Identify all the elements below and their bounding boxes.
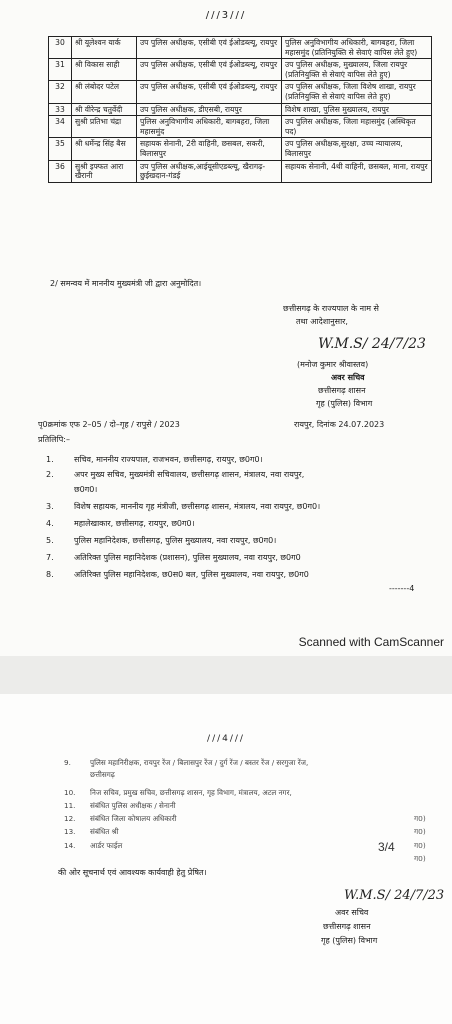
item-number: 10. <box>64 788 76 797</box>
page-number: ///4/// <box>207 734 245 744</box>
item-text: संबंधित श्री <box>90 827 119 836</box>
governor-line-2: तथा आदेशानुसार, <box>296 317 348 326</box>
signer-designation: अवर सचिव <box>335 908 369 917</box>
handwritten-signature: W.M.S/ 24/7/23 <box>344 888 445 903</box>
text-fragment: ग0) <box>414 854 426 863</box>
signer-government: छत्तीसगढ़ शासन <box>323 922 371 931</box>
signer-department: गृह (पुलिस) विभाग <box>321 936 378 945</box>
text-fragment: ग0) <box>414 814 426 823</box>
item-text: अपर मुख्य सचिव, मुख्यमंत्री सचिवालय, छत्तीसगढ़ शासन, मंत्रालय, नवा रायपुर, <box>74 470 305 479</box>
governor-line-1: छत्तीसगढ़ के राज्यपाल के नाम से <box>283 304 379 313</box>
item-number: 11. <box>64 801 76 810</box>
cell-from: उप पुलिस अधीक्षक, एसीबी एवं ईओडब्ल्यू, रायपुर <box>137 59 282 81</box>
item-text: अतिरिक्त पुलिस महानिदेशक, छ0स0 बल, पुलिस मुख्यालय, नवा रायपुर, छ0ग0 <box>74 570 309 579</box>
cell-no: 35 <box>49 138 72 160</box>
cell-no: 36 <box>49 160 72 182</box>
table-row <box>49 116 432 138</box>
point-2-text: 2/ समन्वय में माननीय मुख्यमंत्री जी द्वारा अनुमोदित। <box>50 279 202 288</box>
item-text: आर्डर फाईल <box>90 841 123 850</box>
item-text: संबंधित जिला कोषालय अधिकारी <box>90 814 177 823</box>
text-fragment: ग0) <box>414 841 426 850</box>
cell-to: विशेष शाखा, पुलिस मुख्यालय, रायपुर <box>282 103 432 116</box>
item-text: छ0ग0। <box>74 485 98 494</box>
cell-name: श्री वीरेन्द्र चतुर्वेदी <box>72 103 137 116</box>
item-number: 2. <box>46 470 54 479</box>
item-number: 14. <box>64 841 76 850</box>
cell-to: उप पुलिस अधीक्षक, मुख्यालय, जिला रायपुर (प्रतिनियुक्ति से सेवाएं वापिस लेते हुए) <box>282 59 432 81</box>
table-row <box>49 138 432 160</box>
cell-from: पुलिस अनुविभागीय अधिकारी, बागबहरा, जिला महासमुंद <box>137 116 282 138</box>
item-number: 4. <box>46 519 54 528</box>
cell-name: श्री यूलेश्वन यार्क <box>72 37 137 59</box>
item-number: 3. <box>46 502 54 511</box>
reference-number: पृ0क्रमांक एफ 2–05 / दो–गृह / रापुसे / 2023 <box>38 420 180 429</box>
item-text: पुलिस महानिदेशक, छत्तीसगढ़, पुलिस मुख्यालय, नवा रायपुर, छ0ग0। <box>74 536 277 545</box>
cell-to: पुलिस अनुविभागीय अधिकारी, बागबहरा, जिला महासमुंद (प्रतिनियुक्ति से सेवाएं वापिस लेते हुए) <box>282 37 432 59</box>
continue-mark: -------4 <box>389 584 415 593</box>
signer-department: गृह (पुलिस) विभाग <box>316 399 373 408</box>
cell-to: उप पुलिस अधीक्षक, जिला विशेष शाखा, रायपुर (प्रतिनियुक्ति से सेवाएं वापिस लेते हुए) <box>282 81 432 103</box>
item-number: 7. <box>46 553 54 562</box>
item-text: अतिरिक्त पुलिस महानिदेशक (प्रशासन), पुलिस मुख्यालय, नवा रायपुर, छ0ग0 <box>74 553 301 562</box>
cell-from: सहायक सेनानी, 2री वाहिनी, छसबल, सकरी, बिलासपुर <box>137 138 282 160</box>
cell-from: उप पुलिस अधीक्षक, एसीबी एवं ईओडब्ल्यू, रायपुर <box>137 81 282 103</box>
cell-name: श्री लंबोदर पटेल <box>72 81 137 103</box>
page-indicator-badge: 3/4 <box>378 840 395 854</box>
table-row <box>49 37 432 59</box>
scanner-watermark: Scanned with CamScanner <box>298 635 444 649</box>
item-number: 13. <box>64 827 76 836</box>
page-number: ///3/// <box>205 10 247 21</box>
handwritten-signature: W.M.S/ 24/7/23 <box>318 336 426 352</box>
cell-name: सुश्री प्रतिभा चंद्रा <box>72 116 137 138</box>
table-row <box>49 103 432 116</box>
table-row <box>49 160 432 182</box>
table-row <box>49 59 432 81</box>
cell-no: 33 <box>49 103 72 116</box>
cell-no: 34 <box>49 116 72 138</box>
cell-from: उप पुलिस अधीक्षक,आईयूसीएडब्ल्यू, खैरागढ़-छुईखदान-गंडई <box>137 160 282 182</box>
item-number: 1. <box>46 455 54 464</box>
cell-no: 31 <box>49 59 72 81</box>
transfer-table <box>48 36 432 183</box>
signer-name: (मनोज कुमार श्रीवास्तव) <box>297 360 369 369</box>
cell-to: उप पुलिस अधीक्षक,सुरक्षा, उच्च न्यायालय, बिलासपुर <box>282 138 432 160</box>
item-text: निज सचिव, प्रमुख सचिव, छत्तीसगढ़ शासन, गृह विभाग, मंत्रालय, अटल नगर, <box>90 788 292 797</box>
closing-line: की ओर सूचनार्थ एवं आवश्यक कार्यवाही हेतु प्रेषित। <box>58 868 207 877</box>
copy-to-heading: प्रतिलिपि:– <box>38 435 70 444</box>
page-separator <box>0 656 452 694</box>
item-number: 9. <box>64 758 71 767</box>
item-text: सचिव, माननीय राज्यपाल, राजभवन, छत्तीसगढ़, रायपुर, छ0ग0। <box>74 455 263 464</box>
item-text: महालेखाकार, छत्तीसगढ़, रायपुर, छ0ग0। <box>74 519 195 528</box>
cell-name: सुश्री इफ्फत आरा खैरानी <box>72 160 137 182</box>
item-text: छत्तीसगढ़ <box>90 770 115 779</box>
item-number: 8. <box>46 570 54 579</box>
item-number: 12. <box>64 814 76 823</box>
table-row <box>49 81 432 103</box>
signer-designation: अवर सचिव <box>331 373 365 382</box>
reference-date: रायपुर, दिनांक 24.07.2023 <box>294 420 385 429</box>
item-text: पुलिस महानिरीक्षक, रायपुर रेंज / बिलासपुर रेंज / दुर्ग रेंज / बस्तर रेंज / सरगुजा रेंज, <box>90 758 309 767</box>
document-page-4 <box>0 694 452 1024</box>
cell-from: उप पुलिस अधीक्षक, एसीबी एवं ईओडब्ल्यू, रायपुर <box>137 37 282 59</box>
cell-name: श्री विकास साही <box>72 59 137 81</box>
cell-no: 30 <box>49 37 72 59</box>
item-text: संबंधित पुलिस अधीक्षक / सेनानी <box>90 801 176 810</box>
cell-to: सहायक सेनानी, 4थी वाहिनी, छसबल, माना, रायपुर <box>282 160 432 182</box>
cell-from: उप पुलिस अधीक्षक, डीएसबी, रायपुर <box>137 103 282 116</box>
cell-name: श्री धर्मेन्द्र सिंह बैस <box>72 138 137 160</box>
item-number: 5. <box>46 536 54 545</box>
cell-to: उप पुलिस अधीक्षक, जिला महासमुंद (अस्थिकृत पद) <box>282 116 432 138</box>
item-text: विशेष सहायक, माननीय गृह मंत्रीजी, छत्तीसगढ़ शासन, मंत्रालय, नवा रायपुर, छ0ग0। <box>74 502 321 511</box>
cell-no: 32 <box>49 81 72 103</box>
text-fragment: ग0) <box>414 827 426 836</box>
signer-government: छत्तीसगढ़ शासन <box>318 386 366 395</box>
